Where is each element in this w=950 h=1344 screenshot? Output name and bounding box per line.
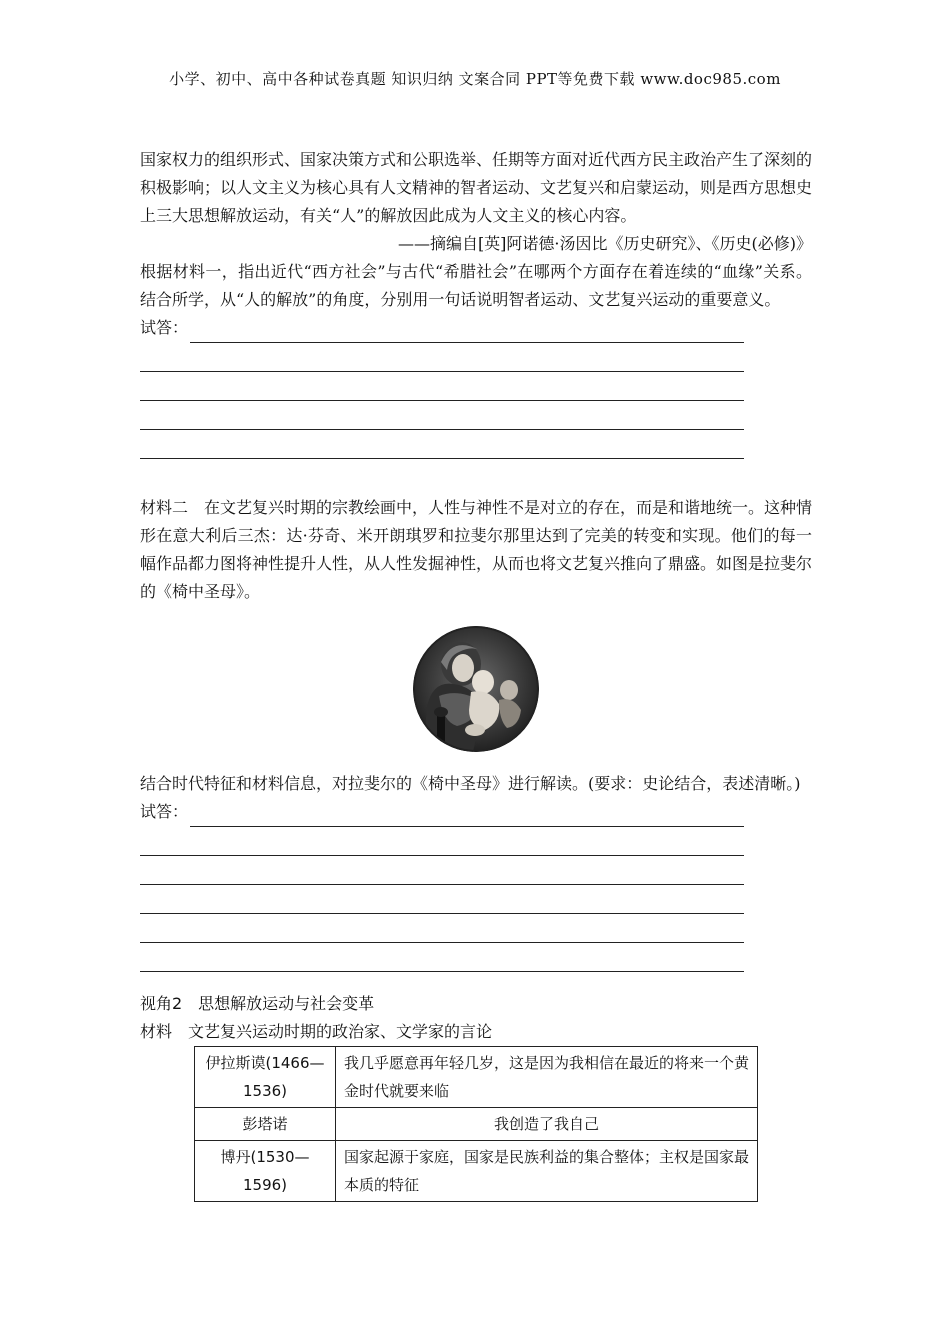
material2-text: 材料二 在文艺复兴时期的宗教绘画中，人性与神性不是对立的存在，而是和谐地统一。这种情形在意大利后三杰：达·芬奇、米开朗琪罗和拉斐尔那里达到了完美的转变和实现。他们的每一幅作品都力图将神性提升人性，从人性发掘神性，从而也将文艺复兴推向了鼎盛。如图是拉斐尔的《椅中圣母》。 xyxy=(140,498,813,601)
table-row xyxy=(195,1141,758,1202)
section2-title: 视角2 思想解放运动与社会变革 xyxy=(140,994,375,1013)
material2-question: 结合时代特征和材料信息，对拉斐尔的《椅中圣母》进行解读。(要求：史论结合，表述清晰。) xyxy=(140,774,801,793)
table-cell-quote: 我几乎愿意再年轻几岁，这是因为我相信在最近的将来一个黄金时代就要来临 xyxy=(336,1047,758,1108)
material1-continuation: 国家权力的组织形式、国家决策方式和公职选举、任期等方面对近代西方民主政治产生了深刻的积极影响；以人文主义为核心具有人文精神的智者运动、文艺复兴和启蒙运动，则是西方思想史上三大思想解放运动，有关“人”的解放因此成为人文主义的核心内容。 xyxy=(140,150,813,225)
answer-line[interactable] xyxy=(140,401,812,430)
answer-area-2[interactable] xyxy=(140,798,812,827)
answer-line[interactable] xyxy=(140,885,812,914)
answer-area-1[interactable] xyxy=(140,314,812,343)
table-row xyxy=(195,1047,758,1108)
answer-line[interactable] xyxy=(140,430,812,459)
material1-question: 根据材料一，指出近代“西方社会”与古代“希腊社会”在哪两个方面存在着连续的“血缘”关系。结合所学，从“人的解放”的角度，分别用一句话说明智者运动、文艺复兴运动的重要意义。 xyxy=(140,262,812,309)
material2-block xyxy=(140,494,812,972)
table-cell-quote: 国家起源于家庭，国家是民族利益的集合整体；主权是国家最本质的特征 xyxy=(336,1141,758,1202)
quotes-table xyxy=(194,1046,758,1202)
table-cell-quote: 我创造了我自己 xyxy=(336,1108,758,1141)
answer-label-1: 试答： xyxy=(140,318,189,337)
answer-line[interactable] xyxy=(140,827,812,856)
table-row xyxy=(195,1108,758,1141)
answer-line[interactable] xyxy=(140,856,812,885)
answer-line[interactable] xyxy=(140,943,812,972)
section2-material-title: 材料 文艺复兴运动时期的政治家、文学家的言论 xyxy=(140,1022,493,1041)
answer-line[interactable] xyxy=(140,914,812,943)
answer-line[interactable] xyxy=(140,372,812,401)
answer-label-2: 试答： xyxy=(140,802,189,821)
table-cell-name: 博丹(1530—1596) xyxy=(195,1141,336,1202)
madonna-della-seggiola-painting xyxy=(413,626,539,752)
material1-block xyxy=(140,146,812,459)
material1-source: ——摘编自[英]阿诺德·汤因比《历史研究》、《历史(必修)》 xyxy=(397,234,812,253)
answer-line[interactable] xyxy=(140,343,812,372)
page-header: 小学、初中、高中各种试卷真题 知识归纳 文案合同 PPT等免费下载 www.doc985.com xyxy=(169,70,781,88)
table-cell-name: 彭塔诺 xyxy=(195,1108,336,1141)
section2-block xyxy=(140,990,812,1202)
table-cell-name: 伊拉斯谟(1466—1536) xyxy=(195,1047,336,1108)
